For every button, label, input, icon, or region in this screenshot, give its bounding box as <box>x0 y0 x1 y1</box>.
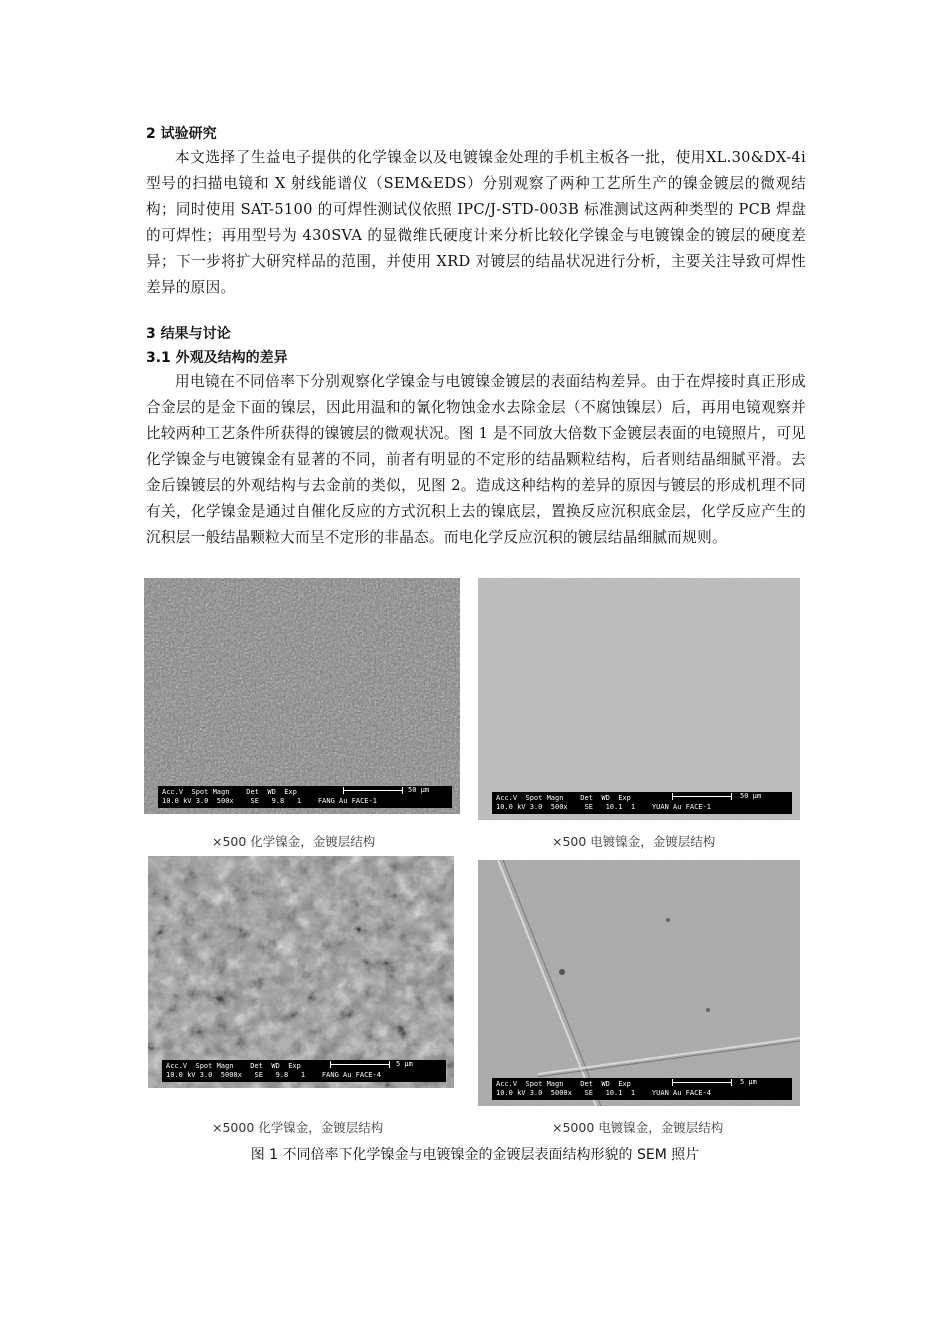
sem-texture <box>478 860 800 1106</box>
sem-info-row: 10.0 kV 3.0 5000x SE 9.8 1 FANG Au FACE-4 <box>166 1071 381 1079</box>
section-3-1-subheading: 3.1 外观及结构的差异 <box>146 350 288 366</box>
scale-bar <box>672 1082 732 1083</box>
figure-caption: ×5000 化学镍金，金镀层结构 <box>212 1120 384 1135</box>
scale-bar <box>330 1064 390 1065</box>
scale-label: 5 μm <box>740 1078 757 1086</box>
section-3-1-paragraph: 用电镜在不同倍率下分别观察化学镍金与电镀镍金镀层的表面结构差异。由于在焊接时真正形成合金层的是金下面的镍层，因此用温和的氰化物蚀金水去除金层（不腐蚀镍层）后，再用电镜观察并比较两种工艺条件所获得的镍镀层的微观状况。图 1 是不同放大倍数下金镀层表面的电镜照片，可见化学镍金与电镀镍金有显著的不同，前者有明显的不定形的结晶颗粒结构，后者则结晶细腻平滑。去金后镍镀层的外观结构与去金前的类似，见图 2。造成这种结构的差异的原因与镀层的形成机理不同有关，化学镍金是通过自催化反应的方式沉积上去的镍底层，置换反应沉积底金层，化学反应产生的沉积层一般结晶颗粒大而呈不定形的非晶态。而电化学反应沉积的镀层结晶细腻而规则。 <box>146 373 806 546</box>
sem-image-electroless-500x <box>144 578 460 814</box>
sem-info-bar <box>162 1060 446 1082</box>
sem-info-row: 10.0 kV 3.0 500x SE 10.1 1 YUAN Au FACE-1 <box>496 803 711 811</box>
sem-info-row: Acc.V Spot Magn Det WD Exp <box>496 1080 631 1088</box>
scale-label: 50 μm <box>408 786 430 794</box>
figure-title: 图 1 不同倍率下化学镍金与电镀镍金的金镀层表面结构形貌的 SEM 照片 <box>250 1147 700 1163</box>
figure-caption: ×500 电镀镍金，金镀层结构 <box>552 834 716 849</box>
figure-caption: ×5000 电镀镍金，金镀层结构 <box>552 1120 724 1135</box>
sem-texture <box>148 856 454 1088</box>
scale-label: 5 μm <box>396 1060 413 1068</box>
scale-label: 50 μm <box>740 792 762 800</box>
sem-image-electroplated-500x <box>478 578 800 820</box>
sem-info-row: 10.0 kV 3.0 500x SE 9.8 1 FANG Au FACE-1 <box>162 797 377 805</box>
sem-info-row: Acc.V Spot Magn Det WD Exp <box>166 1062 301 1070</box>
sem-info-row: Acc.V Spot Magn Det WD Exp <box>162 788 297 796</box>
scale-bar <box>672 796 732 797</box>
sem-info-row: Acc.V Spot Magn Det WD Exp <box>496 794 631 802</box>
sem-image-electroplated-5000x <box>478 860 800 1106</box>
sem-info-bar <box>158 786 452 808</box>
sem-image-electroless-5000x <box>148 856 454 1088</box>
section-2-heading: 2 试验研究 <box>146 126 217 142</box>
scale-bar <box>343 790 403 791</box>
section-2-paragraph: 本文选择了生益电子提供的化学镍金以及电镀镍金处理的手机主板各一批，使用XL.30&DX-4i 型号的扫描电镜和 X 射线能谱仪（SEM&EDS）分别观察了两种工艺所生产的镍金镀层的微观结构；同时使用 SAT-5100 的可焊性测试仪依照 IPC/J-STD-003B 标准测试这两种类型的 PCB 焊盘的可焊性；再用型号为 430SVA 的显微维氏硬度计来分析比较化学镍金与电镀镍金的镀层的硬度差异；下一步将扩大研究样品的范围，并使用 XRD 对镀层的结晶状况进行分析，主要关注导致可焊性差异的原因。 <box>146 149 806 296</box>
section-3-heading: 3 结果与讨论 <box>146 326 231 342</box>
sem-texture <box>144 578 460 814</box>
figure-caption: ×500 化学镍金，金镀层结构 <box>212 834 376 849</box>
sem-info-row: 10.0 kV 3.0 5000x SE 10.1 1 YUAN Au FACE-4 <box>496 1089 711 1097</box>
sem-info-bar <box>492 792 792 814</box>
sem-info-bar <box>492 1078 792 1100</box>
sem-texture <box>478 578 800 820</box>
